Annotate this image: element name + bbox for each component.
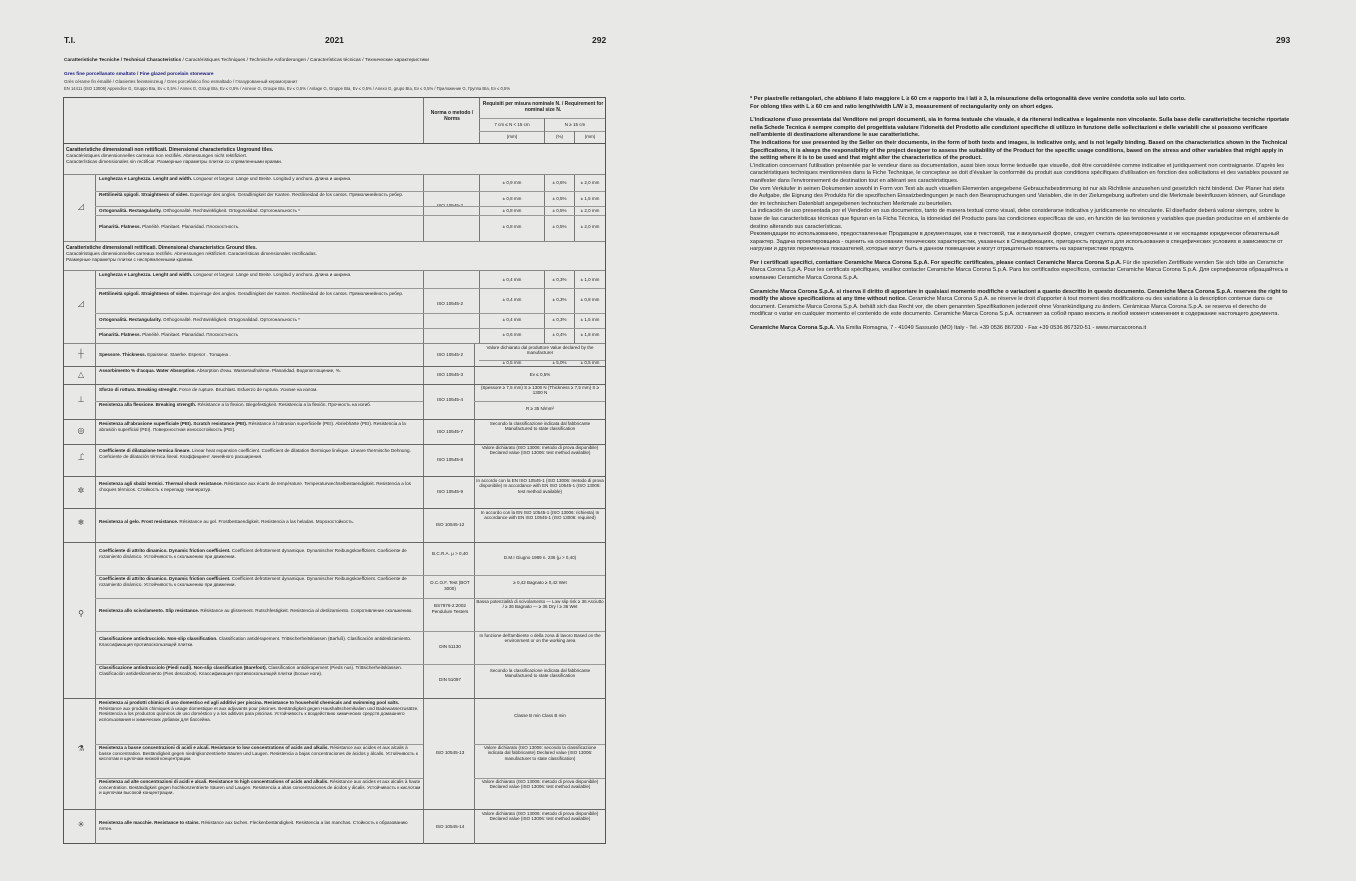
value-cell: ± 0,3%	[552, 317, 567, 322]
norm-iso-10545-2: ISO 10545-2	[436, 203, 464, 208]
header-unit-1: (mm)	[506, 134, 518, 139]
row-low-acid: Resistenza a basse concentrazioni di acidi e alcali. Resistance to low concentrations of acids and alkalis. Résistance aux acides et aux alcalis à basse concentration. Beständigkeit gegen niedrigkonzentrierte Säuren und Laugen. Resistencia a bajas concentraciones de ácidos y álcalis. Устойчивость к кислотам и щелочам низкой концентрации.	[99, 745, 418, 761]
row-non-slip-barefoot: Classificazione antisdrucciolo (Piedi nudi). Non-slip classification (Barefoot). Classification antidérapement (Pieds nus). Trittsicherheitsklassen. Clasificación antideslizamiento (Pies descalzos). Классификация противоскользящей плитки (Босые ноги).	[99, 665, 403, 676]
slip-icon: ⚲	[78, 609, 84, 618]
folio-page-right: 293	[1276, 35, 1291, 45]
note-rectangularity-en: For oblong tiles with L ≥ 60 cm and ratio length/width L/W ≥ 3, measurement of rectangularity only on short edges.	[750, 103, 1054, 110]
note-rectangularity: * Per piastrelle rettangolari, che abbiano il lato maggiore L ≥ 60 cm e rapporto tra i lati ≥ 3, la misurazione della ortogonalità deve venire condotta solo sul lato corto.	[750, 96, 1186, 102]
value-cell: (Spessore ≥ 7,5 mm) S ≥ 1300 N (Thickness ≥ 7,5 mm) S ≥ 1300 N	[480, 385, 600, 396]
value-cell: ± 0,5 mm	[502, 360, 522, 365]
norm-cell: ISO 10545-2	[436, 352, 464, 357]
value-cell: In accordo con la EN ISO 10545-1 (ISO 13006: metodo di prova disponibile) In accordance with EN ISO 10545-1 (ISO 13006: test method available)	[476, 478, 604, 494]
row-dynamic-friction-dcof: Coefficiente di attrito dinamico. Dynamic friction coefficient. Coefficient defrottement dynamique. Dynamischer Reibungskoeffizient. Coeficiente de rozamiento dinámico. Устойчивость к скольжению при движении.	[99, 576, 407, 587]
value-cell: Valore dichiarato (ISO 13006: metodo di prova disponibile) Declared value (ISO 13006: test method available)	[481, 445, 599, 456]
unground-block	[64, 175, 605, 242]
note-usage-en: The indications for use presented by the Seller on their documents, in the form of both texts and images, is indicative only, and is not legally binding. Based on the characteristics shown in the Technical Specifications, it is always the responsibility of the project designer to assess the suitability of the Product for the specific usage conditions, based on the stress and other variables that might apply in the setting where it is to be used and that might alter the characteristics of the product.	[750, 139, 1288, 162]
folio-year: 2021	[325, 35, 344, 45]
norm-cell: BS7976-2:2002 Pendulum Testers	[431, 603, 469, 614]
note-usage-fr: L'indication concernant l'utilisation présentée par le vendeur dans sa documentation, aussi bien sous forme textuelle que visuelle, doit être considérée comme indicative et juridiquement non contraignante. D'après les caractéristiques techniques mentionnées dans la Fiche Technique, le concepteur se doit d'évaluer la conformité du produit aux conditions spécifiques d'utilisation en fonction des sollicitations et des variables pouvant se manifester dans l'environnement de destination tout en altérant ses caractéristiques.	[750, 162, 1289, 184]
section-unground: Caratteristiche dimensionali non rettificati. Dimensional characteristics Unground tiles. Caractéristiques dimensionnelles carreaux non rectifiés. Abmessungen nicht rektifiziert. Características dimensionales sin rectificar. Размерные параметры плитки со спрямленными краями.	[64, 144, 605, 175]
standards-line: EN 14411 (ISO 13006) Appendice G, Gruppo BIa, Ev ≤ 0,5% / Annex G, Group BIa, Ev ≤ 0,5% / Annexe G, Groupe BIa, Ev ≤ 0,5% / Anlage G, Gruppe BIa, Ev ≤ 0,5% / Anexo G, grupo BIa, Ev ≤ 0,5% / Приложение G, Группа BIa, Ev ≤ 0,5%	[64, 86, 511, 91]
norm-cell: DIN 51097	[439, 677, 461, 682]
value-cell: ± 0,4 mm	[502, 277, 522, 282]
row-frost: Resistenza al gelo. Frost resistance. Résistance au gel. Frostbestaendigkeit. Resistencia a las heladas. Морозостойкость.	[99, 519, 355, 524]
value-cell: ± 0,4 mm	[502, 317, 522, 322]
row-rectangularity-ground: Ortogonalità. Rectangularity. Orthogonalité. Rechtwinkligkeit. Ortogonalidad. Ортогональность *	[99, 317, 300, 322]
row-length-width: Lunghezza e Larghezza. Lenght and width. Longueur et largeur. Länge und Breite. Longitud y anchura. Длина и ширина.	[99, 176, 352, 181]
page-title: Caratteristiche Tecniche / Technical Characteristics / Caractéristiques Techniques / Technische Anforderungen / Características técnicas / Технические характеристики	[64, 58, 429, 63]
value-cell: ± 5,0%	[552, 360, 567, 365]
row-slip-resistance: Resistenza allo scivolamento. Slip resistance. Résistance au glissement. Rutschfestigkeit. Resistencia al deslizamiento. Сопротивление скольжению.	[99, 608, 413, 613]
row-flatness-ground: Planarità. Flatness. Planéité. Planitaet. Planaridad. Плоскостность	[99, 332, 239, 337]
row-flatness: Planarità. Flatness. Planéité. Planitaet. Planaridad. Плоскостность.	[99, 224, 240, 229]
thermal-icon: ⊥̂	[77, 453, 85, 462]
company-address: Ceramiche Marca Corona S.p.A. Via Emilia Romagna, 7 - 41049 Sassuolo (MO) Italy - Tel. +39 0536 867200 - Fax +39 0536 867320-51 - www.marcacorona.it	[750, 325, 1147, 332]
value-cell: Secondo la classificazione indicata dal fabbricante Manufactured to state classification	[489, 668, 591, 679]
abrasion-icon: ◎	[77, 426, 85, 435]
value-cell: In accordo con la EN ISO 10545-1 (ISO 13006: richiesta) In accordance with EN ISO 10545-1 (ISO 13006: required)	[480, 510, 600, 521]
value-cell: ± 0,3%	[552, 297, 567, 302]
value-cell: Valore dichiarato (ISO 13006: metodo di prova disponibile) Declared value (ISO 13006: test method available)	[481, 779, 599, 790]
norm-cell: ISO 10545-12	[435, 522, 465, 527]
notes-text	[750, 96, 1290, 339]
value-cell: Valore dichiarato (ISO 13006: secondo la classificazione indicata dal fabbricante) Declared value (ISO 13006: manufacturer to state classification)	[483, 745, 597, 761]
value-cell: Classe B min Class B min	[514, 713, 566, 718]
value-cell: ± 0,5%	[552, 208, 567, 213]
header-size-2: N ≥ 15 cm	[564, 122, 586, 127]
row-absorption: Assorbimento % d'acqua. Water Absorption. Absorption d'eau. Wasseraufnahme. Planaridad. Водопоглощение, %.	[99, 368, 342, 373]
folio-label: T.I.	[64, 35, 76, 45]
row-length-width-ground: Lunghezza e Larghezza. Lenght and width. Longueur et largeur. Länge und Breite. Longitud y anchura. Длина и ширина.	[99, 272, 352, 277]
row-dilatation: Coefficiente di dilatazione termica lineare. Linear heat expansion coefficient. Coefficient de dilatation thermique linéique. Lineare thermische Dehnung. Coeficiente de dilatación térmica lineal. Коэффициент линейного расширения.	[99, 448, 411, 459]
value-cell: R ≥ 35 N/mm²	[526, 406, 554, 411]
value-cell: ± 1,5 mm	[580, 317, 600, 322]
value-cell: ± 2,0 mm	[580, 208, 600, 213]
value-cell: D.M.I Giugno 1989 n. 236 (μ > 0,40)	[503, 555, 577, 560]
norm-cell: ISO 10545-4	[436, 397, 464, 402]
section-ground: Caratteristiche dimensionali rettificati. Dimensional characteristics Ground tiles. Caractéristiques dimensionnelles carreaux rectifiés. Abmessungen rektifiziert. Características dimensionales rectificadas. Размерные параметры плитки с неспрямленными краями.	[64, 242, 605, 271]
value-cell: ± 0,9 mm	[502, 180, 522, 185]
value-cell: ± 0,8 mm	[502, 208, 522, 213]
norm-cell: ISO 10545-3	[436, 372, 464, 377]
norm-cell: ISO 10545-7	[436, 429, 464, 434]
ground-block	[64, 271, 605, 344]
value-cell: ± 0,3%	[552, 277, 567, 282]
row-straightness: Rettilineità spigoli. Straightness of sides. Equerrage des angles. Geradlinigkeit der Kanten. Rectilineidad de los cantos. Прямолинейность ребер.	[99, 192, 404, 197]
row-pei: Resistenza all'abrasione superficiale (PEI). Scratch resistance (PEI). Résistance à l'abrasion superficielle (PEI). Abriebhärte (PEI). Resistencia a la abrasión superficial (PEI). Поверхностная износостойкость (PEI).	[99, 421, 406, 432]
value-cell: ≥ 0,42 Bagnato ≥ 0,42 Wet	[513, 580, 567, 585]
row-breaking: Sforzo di rottura. Breaking strenght. Force de rupture. Bruchlast. Esfuerzo de ruptura. Усилие на излом.	[99, 387, 318, 392]
norm-iso-10545-2: ISO 10545-2	[436, 301, 464, 306]
header-unit-3: (mm)	[584, 134, 596, 139]
value-cell: ± 1,5 mm	[580, 196, 600, 201]
value-cell: Valore dichiarato dal produttore Value declared by the manufacturer	[486, 345, 594, 356]
note-usage-ru: Рекомендации по использованию, предоставленные Продавцом в документации, как в текстовой, так и визуальной форме, следует считать ориентировочными и не носящими юридически обязательный характер. Задача проектировщика - оценить на основании технических характеристик, указанных в Спецификациях, пригодность продукта для использования в специфических условиях в зависимости от нагрузки и других переменных показателей, которые могут быть в данном помещении и могут отрицательно повлиять на характеристики продукта.	[750, 231, 1283, 253]
note-certificates: Per i certificati specifici, contattare Ceramiche Marca Corona S.p.A. For specific certificates, please contact Ceramiche Marca Corona S.p.A. Für die speziellen Zertifikate wenden Sie sich bitte an Ceramiche Marca Corona S.p.A. Pour les certificats spécifiques, veuillez contacter Ceramiche Marca Corona S.p.A. Para los certificados específicos, contactar Ceramiche Marca Corona S.p.A. Для сертификатов обращайтесь в компанию Ceramiche Marca Corona S.p.A.	[750, 259, 1289, 282]
chemical-icon: ⚗	[77, 744, 85, 753]
row-dynamic-friction-bcra: Coefficiente di attrito dinamico. Dynamic friction coefficient. Coefficient defrottement dynamique. Dynamischer Reibungskoeffizient. Coeficiente de rozamiento dinámico. Устойчивость к скольжению при движении.	[99, 548, 407, 559]
row-rectangularity: Ortogonalità. Rectangularity. Orthogonalité. Rechtwinkligkeit. Ortogonalidad. Ортогональность *	[99, 208, 300, 213]
value-cell: ± 2,0 mm	[580, 224, 600, 229]
value-cell: ± 1,8 mm	[580, 332, 600, 337]
table-header	[64, 98, 605, 144]
row-high-acid: Resistenza ad alte concentrazioni di acidi e alcali. Resistance to high concentrations of acids and alkalis. Résistance aux acides et aux alcalis à haute concentration. Beständigkeit gegen hochkonzentrierte Säuren und Laugen. Resistencia a altas concentraciones de ácidos y álcalis. Устойчивость к кислотам и щелочам высокой концентрации.	[99, 779, 421, 795]
note-usage-es: La indicación de uso presentada por el Vendedor en sus documentos, tanto de manera textual como visual, debe considerarse indicativa y jurídicamente no vinculante. El diseñador deberá valorar siempre, sobre la base de las características técnicas que figuran en la Ficha Técnica, la idoneidad del Producto para las condiciones específicas de uso, en función de las tensiones y variables que puedan producirse en el ambiente de destino alterando sus características.	[750, 208, 1289, 230]
norm-cell: D.C.O.F. Test (BOT 3000)	[430, 580, 470, 591]
breaking-icon: ⊥	[77, 395, 85, 404]
note-usage-it: L'indicazione d'uso presentata dal Venditore nei propri documenti, sia in forma testuale che visuale, è da ritenersi indicativa e legalmente non vincolante. Sulla base delle caratteristiche tecniche riportate nella Schede Tecnica è sempre compito del progettista valutare l'idoneità del Prodotto alle condizioni specifiche di utilizzo in funzione delle sollecitazioni e delle variabili che si possono verificare nell'ambiente di destinazione alterandone le sue caratteristiche.	[750, 117, 1290, 139]
note-usage-de: Die vom Verkäufer in seinen Dokumenten sowohl in Form von Text als auch visuellen Elementen angegebene Gebrauchsbestimmung ist nur als Richtlinie anzusehen und gesetzlich nicht bindend. Der Planer hat stets die Aufgabe, die Eignung des Produkts für die spezifischen Einsatzbedingungen je nach den Beanspruchungen und Variablen, die in der Zielumgebung auftreten und die Merkmale beeinflussen können, auf Grundlage der im technischen Datenblatt angegebenen technischen Merkmale zu beurteilen.	[750, 185, 1286, 207]
norm-cell: ISO 10545-9	[436, 489, 464, 494]
norm-cell: ISO 10545-13	[435, 750, 465, 755]
value-cell: Bassa potenzialità di scivolamento — Low slip risk ≥ 36 Asciutto / ≥ 36 Bagnato — ≥ 36 Dry / ≥ 36 Wet	[476, 599, 604, 610]
norm-cell: ISO 10545-14	[435, 824, 465, 829]
row-non-slip: Classificazione antisdrucciolo. Non-slip classification. Classification antidérapement. Trittsicherheitsklassen (Barfuß). Clasificación antideslizamiento. Классификация противоскользящей плитки.	[99, 636, 412, 647]
row-flexion: Resistenza alla flessione. Breaking strength. Résistance a la flexion. Biegefestigkeit. Resistencia a la flexión. Прочность на изгиб.	[99, 402, 372, 407]
stain-icon: ✳	[77, 820, 85, 829]
thickness-icon: ┼	[78, 349, 84, 358]
header-requirement: Requisiti per misura nominale N. / Requirement for nominal size N.	[482, 101, 604, 113]
value-cell: Valore dichiarato (ISO 13006: metodo di prova disponibile) Declared value (ISO 13006: test method available)	[481, 811, 599, 822]
note-rights: Ceramiche Marca Corona S.p.A. si riserva il diritto di apportare in qualsiasi momento modifiche o variazioni a quanto descritto in questo documento. Ceramiche Marca Corona S.p.A. reserves the right to modify the above specifications at any time without notice. Ceramiche Marca Corona S.p.A. se réserve le droit d'apporter à tout moment des modifications ou des variations à la description contenue dans ce document. Ceramiche Marca Corona S.p.A. behält sich das Recht vor, die oben genannten Spezifikationen jederzeit ohne Vorankündigung zu ändern. Cerámicas Marca Corona S.p.A. se reserva el derecho de modificar o variar en cualquier momento el contenido de este documento. Ceramiche Marca Corona S.p.A. оставляет за собой право вносить в любой момент изменения в содержание настоящего документа.	[750, 288, 1288, 318]
flatness-icon: ◿	[77, 299, 85, 308]
value-cell: ± 0,8 mm	[502, 196, 522, 201]
flatness-icon: ◿	[77, 202, 85, 211]
value-cell: ± 0,4 mm	[502, 297, 522, 302]
value-cell: ± 2,0 mm	[580, 180, 600, 185]
value-cell: ± 1,0 mm	[580, 277, 600, 282]
value-cell: ± 0,5 mm	[580, 360, 600, 365]
value-cell: ± 0,5%	[552, 224, 567, 229]
value-cell: Secondo la classificazione indicata dal fabbricante Manufactured to state classification	[489, 421, 591, 432]
value-cell: ± 0,8 mm	[580, 297, 600, 302]
row-thickness: Spessore. Thickness. Epaisseur. Staerke. Espesor . Толщина .	[99, 352, 231, 357]
properties-block	[64, 344, 605, 844]
value-cell: ± 0,5%	[552, 196, 567, 201]
norm-cell: B.C.R.A. μ > 0,40	[432, 551, 468, 556]
norm-cell: DIN 51130	[439, 644, 461, 649]
value-cell: Ev ≤ 0,5%	[529, 372, 551, 377]
frost-icon: ❄	[77, 518, 85, 527]
header-size-1: 7 cm ≤ N < 15 cm	[494, 122, 530, 127]
value-cell: ± 0,4%	[552, 332, 567, 337]
norm-cell: ISO 10545-8	[436, 457, 464, 462]
value-cell: ± 0,6 mm	[502, 332, 522, 337]
characteristics-table	[63, 97, 606, 844]
product-title: Gres fine porcellanato smaltato / Fine glazed porcelain stoneware	[64, 72, 214, 77]
product-langs: Grès cérame fin émaillé / Glasiertes feinsteinzeug / Gres porcelánico fino esmaltado / Глазурованный керамогранит	[64, 79, 298, 84]
row-straightness-ground: Rettilineità spigoli. Straightness of sides. Equerrage des angles. Geradlinigkeit der Kanten. Rectilineidad de los cantos. Прямолинейность ребер.	[99, 291, 404, 296]
header-norm: Norma o metodo / Norms	[430, 110, 474, 122]
row-household-chemicals: Resistenza ai prodotti chimici di uso domestico ed agli additivi per piscina. Resistance to household chemicals and swimming pool salts. Résistance aux produits chimiques à usage domestique et aux adjuvants pour piscines. Beständigkeit gegen Haushaltschemikalien und Badewasserzusätze. Resistencia a los productos químicos de uso doméstico y a los aditivos para piscinas. Устойчивость к воздействию химических средств домашнего использования и химических добавок для бассейна.	[99, 700, 419, 722]
water-drop-icon: △	[77, 370, 85, 379]
shock-icon: ✲	[77, 486, 85, 495]
value-cell: ± 0,6%	[552, 180, 567, 185]
header-unit-2: (%)	[556, 134, 563, 139]
row-stains: Resistenza alle macchie. Resistance to stains. Résistance aux taches. Fleckenbeständigkeit. Resistencia a las manchas. Стойкость к образованию пятен.	[99, 820, 408, 831]
value-cell: ± 0,8 mm	[502, 224, 522, 229]
row-thermal-shock: Resistenza agli sbalzi termici. Thermal shock resistance. Résistance aux écarts de température. Temperaturwechselbestaendigkeit. Resistencia a los choques térmicos. Стойкость к перепаду температур.	[99, 481, 411, 492]
value-cell: In funzione dell'ambiente o della zona di lavoro Based on the environment or on the working area	[479, 633, 601, 644]
folio-page-left: 292	[592, 35, 607, 45]
